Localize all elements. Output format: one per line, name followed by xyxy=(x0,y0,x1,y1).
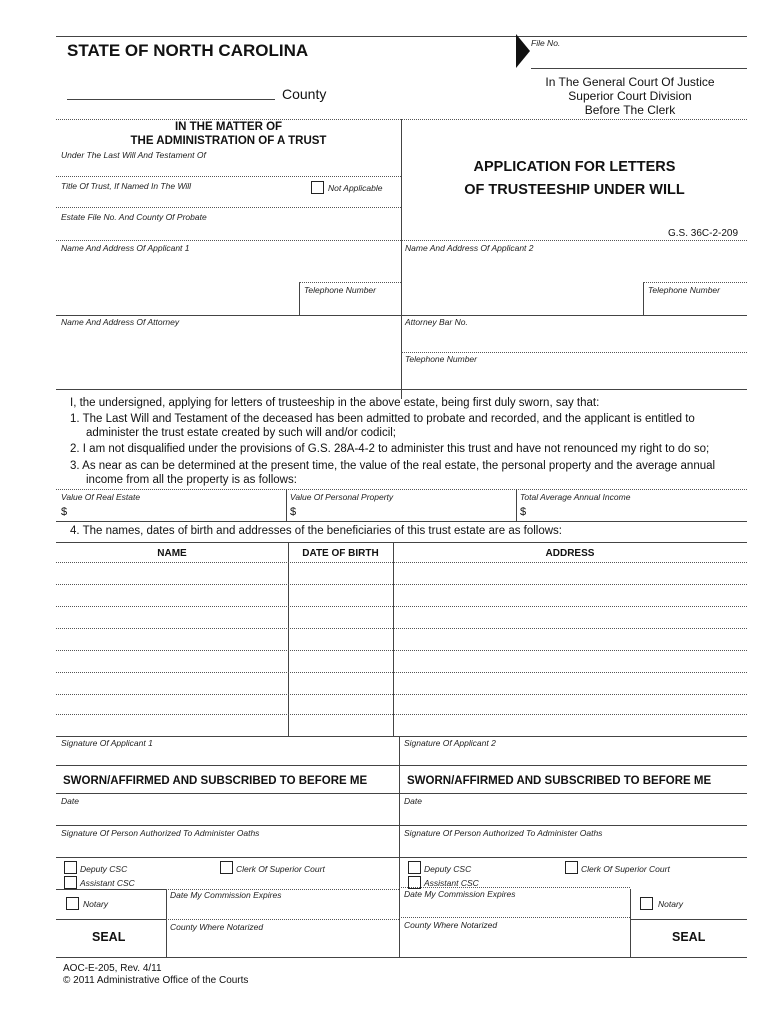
assistant-csc-label-right: Assistant CSC xyxy=(424,878,479,888)
date-label-right: Date xyxy=(404,796,422,806)
county-notarized-label-left: County Where Notarized xyxy=(170,922,264,932)
col-name-header: NAME xyxy=(157,548,187,559)
not-applicable-checkbox[interactable] xyxy=(311,181,324,194)
assistant-csc-checkbox-left[interactable] xyxy=(64,876,77,889)
table-row[interactable] xyxy=(56,714,747,715)
clerk-superior-label-left: Clerk Of Superior Court xyxy=(236,864,325,874)
file-no-label: File No. xyxy=(531,38,561,48)
clerk-superior-checkbox-left[interactable] xyxy=(220,861,233,874)
attorney-phone-label: Telephone Number xyxy=(405,354,477,364)
col-dob-header: DATE OF BIRTH xyxy=(302,548,379,559)
personal-property-value-field[interactable]: $ xyxy=(290,506,297,518)
table-row[interactable] xyxy=(56,650,747,651)
signature-applicant-2-label: Signature Of Applicant 2 xyxy=(404,738,496,748)
notary-label-left: Notary xyxy=(83,899,109,909)
form-title-1: APPLICATION FOR LETTERS xyxy=(473,159,676,175)
matter-line-2: THE ADMINISTRATION OF A TRUST xyxy=(130,135,327,147)
item-1b: administer the trust estate created by such will and/or codicil; xyxy=(86,427,397,439)
county-label: County xyxy=(282,86,327,102)
real-estate-label: Value Of Real Estate xyxy=(61,492,141,502)
sworn-heading-left: SWORN/AFFIRMED AND SUBSCRIBED TO BEFORE ME xyxy=(63,775,368,787)
income-value-field[interactable]: $ xyxy=(520,506,527,518)
commission-label-right: Date My Commission Expires xyxy=(404,889,516,899)
deputy-csc-checkbox-right[interactable] xyxy=(408,861,421,874)
personal-property-label: Value Of Personal Property xyxy=(290,492,394,502)
deputy-csc-label-right: Deputy CSC xyxy=(424,864,472,874)
court-line-2: Superior Court Division xyxy=(568,89,692,103)
attorney-bar-label: Attorney Bar No. xyxy=(405,317,468,327)
col-address-header: ADDRESS xyxy=(545,548,595,559)
state-title: STATE OF NORTH CAROLINA xyxy=(67,41,309,60)
table-row[interactable] xyxy=(56,694,747,695)
applicant-1-phone-label: Telephone Number xyxy=(304,285,376,295)
table-row[interactable] xyxy=(56,562,747,563)
deputy-csc-checkbox-left[interactable] xyxy=(64,861,77,874)
notary-checkbox-left[interactable] xyxy=(66,897,79,910)
signature-applicant-1-label: Signature Of Applicant 1 xyxy=(61,738,153,748)
authorized-label-right: Signature Of Person Authorized To Administer Oaths xyxy=(404,828,603,838)
authorized-label-left: Signature Of Person Authorized To Administer Oaths xyxy=(61,828,260,838)
table-row[interactable] xyxy=(56,672,747,673)
copyright: © 2011 Administrative Office of the Courts xyxy=(63,975,249,986)
applicant-2-phone-label: Telephone Number xyxy=(648,285,720,295)
table-row[interactable] xyxy=(56,606,747,607)
item-2: 2. I am not disqualified under the provisions of G.S. 28A-4-2 to administer this trust and have not renounced my right to do so; xyxy=(70,443,710,455)
not-applicable-label: Not Applicable xyxy=(328,183,383,193)
real-estate-value-field[interactable]: $ xyxy=(61,506,68,518)
sworn-heading-right: SWORN/AFFIRMED AND SUBSCRIBED TO BEFORE ME xyxy=(407,775,712,787)
file-no-arrow-icon xyxy=(516,34,530,68)
item-3b: income from all the property is as follows: xyxy=(86,474,297,486)
seal-left: SEAL xyxy=(92,930,126,944)
clerk-superior-checkbox-right[interactable] xyxy=(565,861,578,874)
clerk-superior-label-right: Clerk Of Superior Court xyxy=(581,864,670,874)
date-label-left: Date xyxy=(61,796,79,806)
item-1a: 1. The Last Will and Testament of the deceased has been admitted to probate and recorded, and the applicant is entitled to xyxy=(70,413,695,425)
attorney-label: Name And Address Of Attorney xyxy=(61,317,180,327)
table-row[interactable] xyxy=(56,584,747,585)
matter-line-1: IN THE MATTER OF xyxy=(174,121,283,133)
court-line-1: In The General Court Of Justice xyxy=(545,75,715,89)
item-4: 4. The names, dates of birth and addresses of the beneficiaries of this trust estate are as follows: xyxy=(70,525,563,537)
income-label: Total Average Annual Income xyxy=(520,492,631,502)
notary-label-right: Notary xyxy=(658,899,684,909)
statute-reference: G.S. 36C-2-209 xyxy=(668,228,739,239)
assistant-csc-label-left: Assistant CSC xyxy=(80,878,135,888)
notary-checkbox-right[interactable] xyxy=(640,897,653,910)
applicant-2-label: Name And Address Of Applicant 2 xyxy=(405,243,534,253)
estate-file-label: Estate File No. And County Of Probate xyxy=(61,212,207,222)
title-of-trust-label: Title Of Trust, If Named In The Will xyxy=(61,181,192,191)
under-will-label: Under The Last Will And Testament Of xyxy=(61,150,206,160)
county-field[interactable] xyxy=(67,99,275,100)
item-3a: 3. As near as can be determined at the present time, the value of the real estate, the personal property and the average annual xyxy=(70,460,716,472)
applicant-1-label: Name And Address Of Applicant 1 xyxy=(61,243,190,253)
intro-text: I, the undersigned, applying for letters of trusteeship in the above estate, being first duly sworn, say that: xyxy=(70,397,600,409)
commission-label-left: Date My Commission Expires xyxy=(170,890,282,900)
court-line-3: Before The Clerk xyxy=(584,103,676,117)
form-title-2: OF TRUSTEESHIP UNDER WILL xyxy=(464,182,685,198)
deputy-csc-label-left: Deputy CSC xyxy=(80,864,128,874)
county-notarized-label-right: County Where Notarized xyxy=(404,920,498,930)
seal-right: SEAL xyxy=(672,930,706,944)
form-number: AOC-E-205, Rev. 4/11 xyxy=(63,963,162,974)
file-no-field[interactable] xyxy=(531,68,747,69)
table-row[interactable] xyxy=(56,628,747,629)
